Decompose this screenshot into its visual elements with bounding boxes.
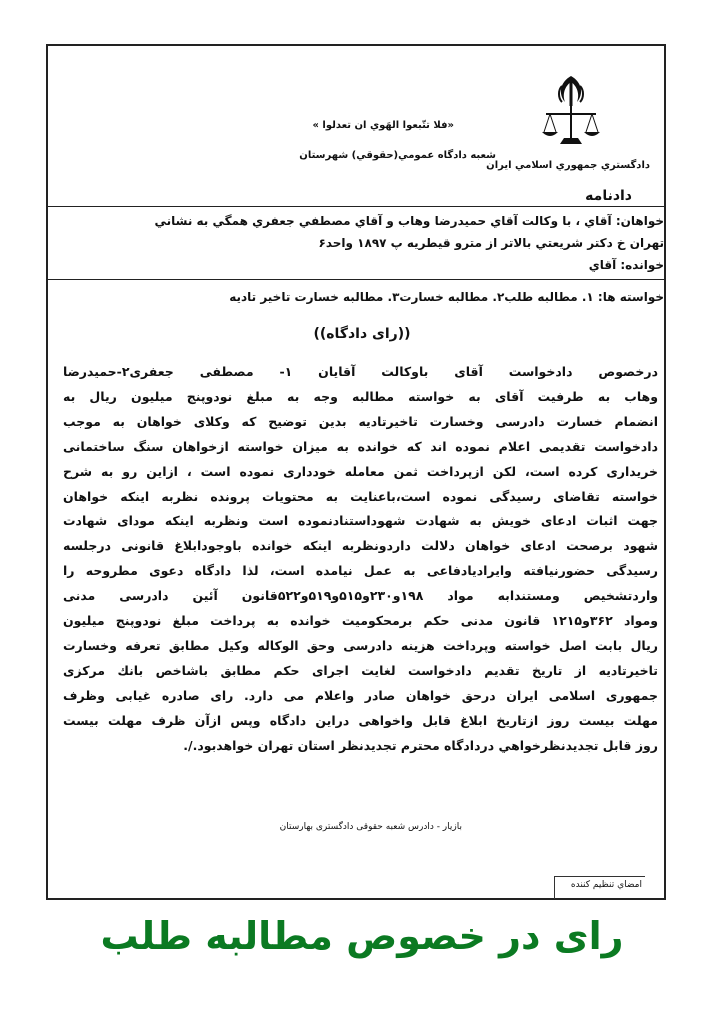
body-line: خريدارى كرده است، لكن ازپرداخت ثمن معامله خوددارى نموده است ، ازاين رو به شرح (63, 463, 658, 479)
body-line: وهاب به طرفيت آقاى به خواسته مطالبه وجه به مبلغ نودوپنج ميليون ريال به (63, 388, 658, 404)
body-line: تاخيرتاديه از تاريخ تقديم دادخواست لغايت اجراى حكم مطابق باشاخص بانك مركزى (63, 662, 658, 678)
quran-verse: «فلا تتّبعوا الهَوي ان تعدلوا » (312, 120, 454, 131)
body-line: واردتشخيص ومستندابه مواد ۱۹۸و۲۳۰و۵۱۵و۵۱۹و۵۲۲قانون آئين دادرسى مدنى (63, 588, 658, 604)
body-line: خواسته تقاضاى رسيدگى نموده است،باعنايت به محتويات پرونده نظربه اينكه خواهان (63, 488, 658, 504)
plaintiff-address: تهران خ دكتر شريعتي بالاتر از مترو قيطريه پ ۱۸۹۷ واحد۶ (318, 236, 664, 250)
body-line: مهلت بيست روز ازتاريخ ابلاغ قابل واخواهى دراين دادگاه وپس ازآن ظرف مهلت بيست (63, 712, 658, 728)
signature-label: امضاي تنظيم كننده (570, 880, 642, 890)
court-line: شعبه دادگاه عمومي(حقوقي) شهرستان (299, 150, 496, 161)
body-line: دادخواست تقديمى اعلام نموده اند كه خوانده به ميزان خواسته ازخواهان سنگ ساختمانى (63, 438, 658, 454)
defendant-line: خوانده: آقاي (588, 258, 664, 272)
verdict-title: ((راى دادگاه)) (313, 326, 411, 342)
verdict-body (63, 360, 658, 759)
doc-type-title: دادنامه (585, 188, 632, 204)
body-line: جمهورى اسلامى ايران درحق خواهان صادر واعلام مى دارد. راى صادره غيابى وظرف (63, 687, 658, 703)
body-line: روز قابل تجديدنظرخواهي دردادگاه محترم تجديدنظر استان تهران خواهدبود./. (183, 737, 658, 753)
header-divider (48, 206, 664, 207)
org-name: دادگستري جمهوري اسلامي ايران (486, 160, 650, 171)
body-line: ومواد ۳۶۲و۱۲۱۵ قانون مدنى حكم برمحكوميت خوانده به پرداخت مبلغ نودوپنج ميليون (63, 613, 658, 629)
signers-line: بازيار - دادرس شعبه حقوقى دادگسترى بهارستان (279, 822, 462, 832)
parties-divider (48, 279, 664, 280)
caption-banner: راى در خصوص مطالبه طلب (100, 914, 624, 958)
body-line: رسيدگى حضورنيافته وايراديادفاعى به عمل نيامده است، لذا دادگاه دعوى مطروحه را (63, 563, 658, 579)
plaintiff-line: خواهان: آقاي ، با وكالت آقاي حميدرضا وهاب و آقاي مصطفي جعفري همگي به نشاني (154, 214, 664, 228)
body-line: شهود برصحت ادعاى خواهان دلالت داردونظربه اينكه خوانده باوجودابلاغ قانونى درجلسه (63, 538, 658, 554)
body-line: درخصوص دادخواست آقاى باوكالت آقايان ۱- مصطفى جعفرى۲-حميدرضا (63, 364, 658, 379)
body-line: جهت اثبات ادعاى خويش به شهادت شهوداستنادنموده است ونظربه اينكه موداى شهادت (63, 513, 658, 529)
body-line: انضمام خسارت دادرسى وخسارت تاخيرتاديه بدين توضيح كه وكلاى خواهان به موجب (63, 413, 658, 429)
iran-emblem-scales-icon (538, 72, 604, 158)
requests-line: خواسته ها: ۱. مطالبه طلب۲. مطالبه خسارت۳. مطالبه خسارت تاخير تاديه (229, 290, 664, 304)
body-line: ريال بابت اصل خواسته وپرداخت هزينه دادرسى وحق الوكاله وكيل مطابق تعرفه وخسارت (63, 637, 658, 653)
